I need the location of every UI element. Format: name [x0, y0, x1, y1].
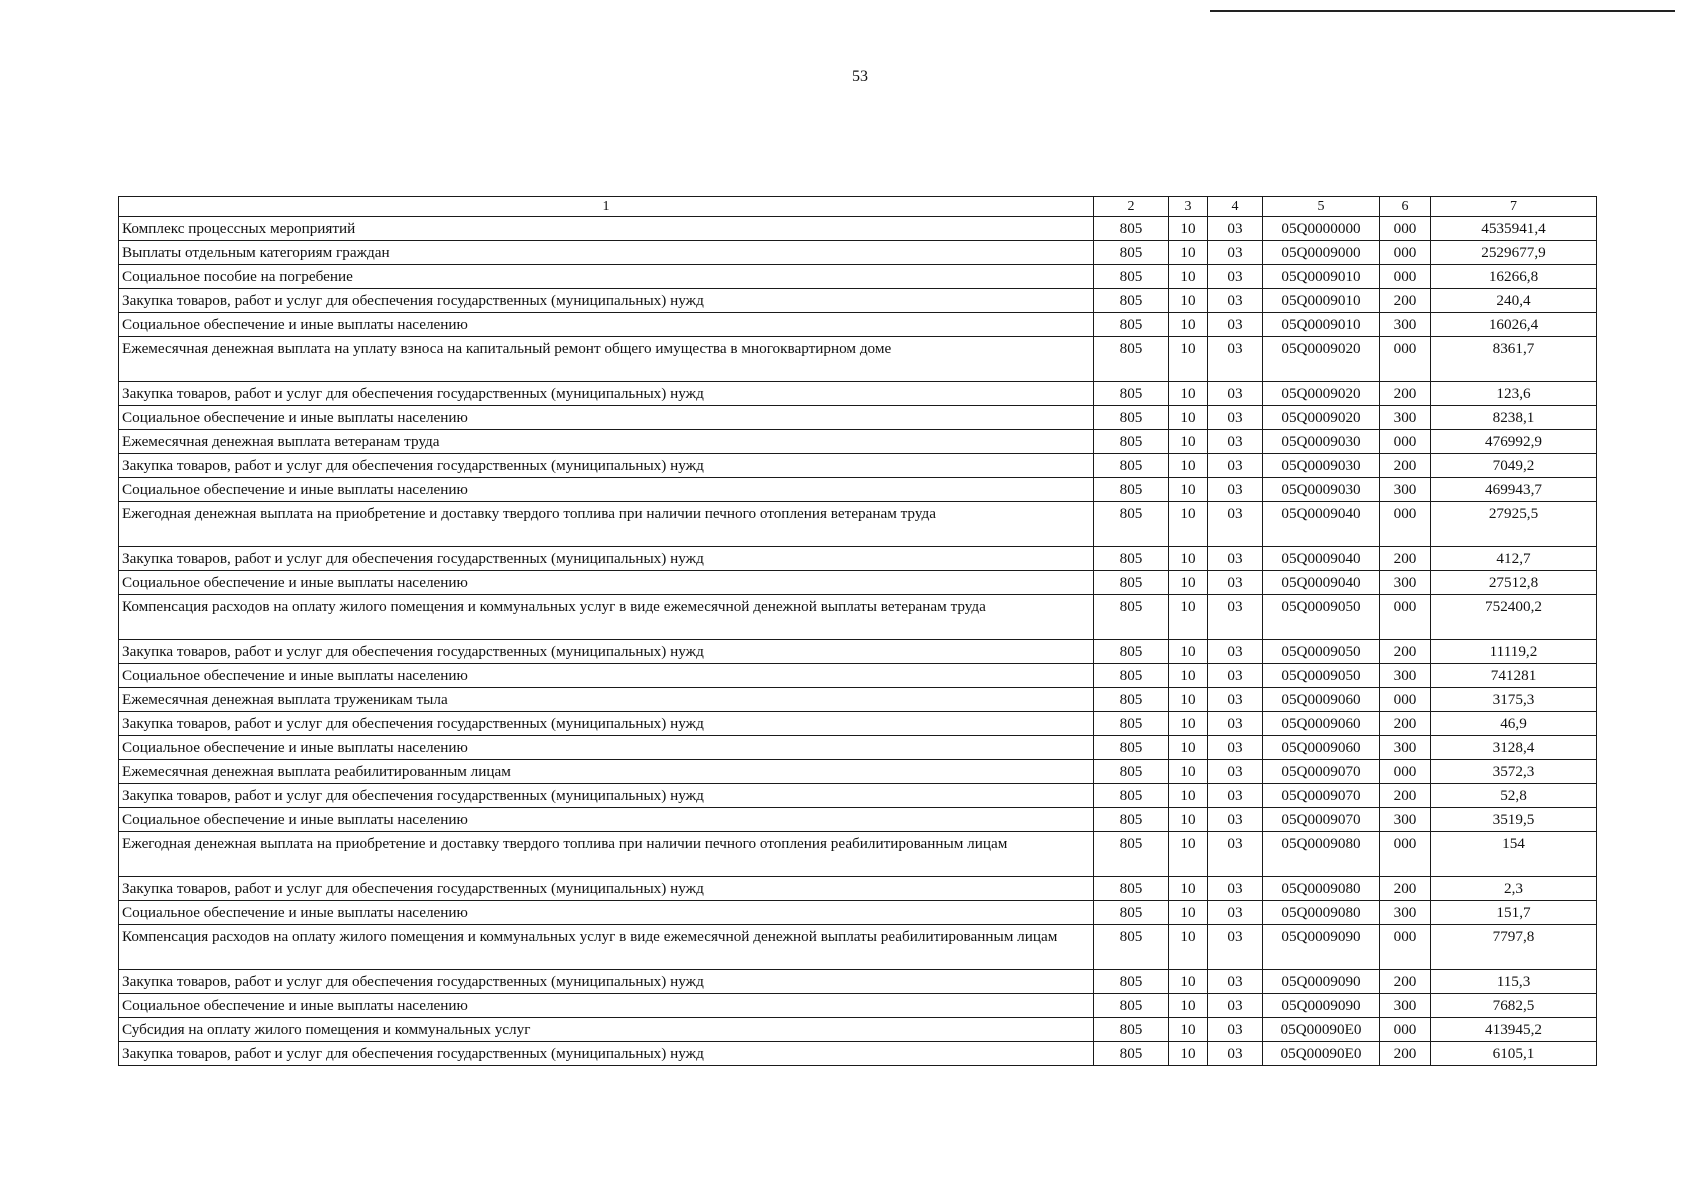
- amount-cell: 469943,7: [1431, 478, 1597, 502]
- table-row: [119, 382, 1597, 406]
- amount-cell: 8238,1: [1431, 406, 1597, 430]
- item-name-cell: Социальное обеспечение и иные выплаты населению: [119, 478, 1094, 502]
- target-article-code-cell: 05Q0009070: [1263, 808, 1380, 832]
- subsection-code-cell: 03: [1208, 289, 1263, 313]
- target-article-code-cell: 05Q0009020: [1263, 337, 1380, 382]
- item-name-cell: Социальное обеспечение и иные выплаты населению: [119, 664, 1094, 688]
- expense-type-code-cell: 300: [1380, 808, 1431, 832]
- ministry-code-cell: 805: [1094, 289, 1169, 313]
- amount-cell: 2529677,9: [1431, 241, 1597, 265]
- table-row: [119, 688, 1597, 712]
- amount-cell: 7049,2: [1431, 454, 1597, 478]
- target-article-code-cell: 05Q0000000: [1263, 217, 1380, 241]
- expense-type-code-cell: 000: [1380, 337, 1431, 382]
- ministry-code-cell: 805: [1094, 784, 1169, 808]
- expense-type-code-cell: 200: [1380, 970, 1431, 994]
- table-row: [119, 337, 1597, 382]
- ministry-code-cell: 805: [1094, 478, 1169, 502]
- table-row: [119, 994, 1597, 1018]
- amount-cell: 240,4: [1431, 289, 1597, 313]
- subsection-code-cell: 03: [1208, 1042, 1263, 1066]
- target-article-code-cell: 05Q0009020: [1263, 406, 1380, 430]
- expense-type-code-cell: 300: [1380, 478, 1431, 502]
- target-article-code-cell: 05Q0009040: [1263, 571, 1380, 595]
- target-article-code-cell: 05Q0009060: [1263, 688, 1380, 712]
- item-name-cell: Закупка товаров, работ и услуг для обеспечения государственных (муниципальных) нужд: [119, 289, 1094, 313]
- amount-cell: 16026,4: [1431, 313, 1597, 337]
- subsection-code-cell: 03: [1208, 688, 1263, 712]
- section-code-cell: 10: [1169, 265, 1208, 289]
- section-code-cell: 10: [1169, 1042, 1208, 1066]
- column-header: 3: [1169, 197, 1208, 217]
- ministry-code-cell: 805: [1094, 595, 1169, 640]
- ministry-code-cell: 805: [1094, 454, 1169, 478]
- expense-type-code-cell: 300: [1380, 736, 1431, 760]
- table-row: [119, 712, 1597, 736]
- item-name-cell: Ежегодная денежная выплата на приобретение и доставку твердого топлива при наличии печного отопления реабилитированным лицам: [119, 832, 1094, 877]
- ministry-code-cell: 805: [1094, 217, 1169, 241]
- top-rule: [1210, 10, 1675, 12]
- section-code-cell: 10: [1169, 925, 1208, 970]
- section-code-cell: 10: [1169, 832, 1208, 877]
- target-article-code-cell: 05Q0009010: [1263, 313, 1380, 337]
- table-row: [119, 877, 1597, 901]
- item-name-cell: Социальное обеспечение и иные выплаты населению: [119, 736, 1094, 760]
- subsection-code-cell: 03: [1208, 784, 1263, 808]
- amount-cell: 752400,2: [1431, 595, 1597, 640]
- ministry-code-cell: 805: [1094, 901, 1169, 925]
- table-row: [119, 760, 1597, 784]
- target-article-code-cell: 05Q0009050: [1263, 595, 1380, 640]
- subsection-code-cell: 03: [1208, 1018, 1263, 1042]
- amount-cell: 6105,1: [1431, 1042, 1597, 1066]
- expense-type-code-cell: 200: [1380, 712, 1431, 736]
- target-article-code-cell: 05Q0009020: [1263, 382, 1380, 406]
- ministry-code-cell: 805: [1094, 571, 1169, 595]
- subsection-code-cell: 03: [1208, 337, 1263, 382]
- expense-type-code-cell: 000: [1380, 832, 1431, 877]
- subsection-code-cell: 03: [1208, 595, 1263, 640]
- expense-type-code-cell: 000: [1380, 688, 1431, 712]
- target-article-code-cell: 05Q00090E0: [1263, 1042, 1380, 1066]
- item-name-cell: Компенсация расходов на оплату жилого помещения и коммунальных услуг в виде ежемесячной денежной выплаты реабилитированным лицам: [119, 925, 1094, 970]
- subsection-code-cell: 03: [1208, 217, 1263, 241]
- subsection-code-cell: 03: [1208, 547, 1263, 571]
- subsection-code-cell: 03: [1208, 430, 1263, 454]
- subsection-code-cell: 03: [1208, 640, 1263, 664]
- table-row: [119, 808, 1597, 832]
- expense-type-code-cell: 200: [1380, 547, 1431, 571]
- amount-cell: 741281: [1431, 664, 1597, 688]
- subsection-code-cell: 03: [1208, 478, 1263, 502]
- subsection-code-cell: 03: [1208, 832, 1263, 877]
- section-code-cell: 10: [1169, 994, 1208, 1018]
- subsection-code-cell: 03: [1208, 406, 1263, 430]
- table-row: [119, 925, 1597, 970]
- expense-type-code-cell: 300: [1380, 571, 1431, 595]
- target-article-code-cell: 05Q0009080: [1263, 877, 1380, 901]
- column-header: 5: [1263, 197, 1380, 217]
- section-code-cell: 10: [1169, 430, 1208, 454]
- ministry-code-cell: 805: [1094, 970, 1169, 994]
- section-code-cell: 10: [1169, 454, 1208, 478]
- table-row: [119, 289, 1597, 313]
- item-name-cell: Социальное обеспечение и иные выплаты населению: [119, 901, 1094, 925]
- table-row: [119, 970, 1597, 994]
- section-code-cell: 10: [1169, 571, 1208, 595]
- target-article-code-cell: 05Q0009060: [1263, 712, 1380, 736]
- expense-type-code-cell: 200: [1380, 382, 1431, 406]
- section-code-cell: 10: [1169, 760, 1208, 784]
- expense-type-code-cell: 000: [1380, 430, 1431, 454]
- expense-type-code-cell: 300: [1380, 994, 1431, 1018]
- item-name-cell: Ежемесячная денежная выплата ветеранам труда: [119, 430, 1094, 454]
- subsection-code-cell: 03: [1208, 664, 1263, 688]
- expense-type-code-cell: 000: [1380, 595, 1431, 640]
- budget-table: [118, 196, 1597, 1066]
- target-article-code-cell: 05Q0009050: [1263, 640, 1380, 664]
- item-name-cell: Социальное обеспечение и иные выплаты населению: [119, 313, 1094, 337]
- item-name-cell: Закупка товаров, работ и услуг для обеспечения государственных (муниципальных) нужд: [119, 970, 1094, 994]
- target-article-code-cell: 05Q0009090: [1263, 925, 1380, 970]
- subsection-code-cell: 03: [1208, 382, 1263, 406]
- column-header: 4: [1208, 197, 1263, 217]
- target-article-code-cell: 05Q0009010: [1263, 289, 1380, 313]
- expense-type-code-cell: 300: [1380, 901, 1431, 925]
- column-header: 1: [119, 197, 1094, 217]
- subsection-code-cell: 03: [1208, 736, 1263, 760]
- ministry-code-cell: 805: [1094, 1042, 1169, 1066]
- ministry-code-cell: 805: [1094, 760, 1169, 784]
- table-row: [119, 571, 1597, 595]
- ministry-code-cell: 805: [1094, 313, 1169, 337]
- target-article-code-cell: 05Q0009030: [1263, 454, 1380, 478]
- section-code-cell: 10: [1169, 688, 1208, 712]
- item-name-cell: Закупка товаров, работ и услуг для обеспечения государственных (муниципальных) нужд: [119, 784, 1094, 808]
- item-name-cell: Ежемесячная денежная выплата на уплату взноса на капитальный ремонт общего имущества в многоквартирном доме: [119, 337, 1094, 382]
- subsection-code-cell: 03: [1208, 571, 1263, 595]
- amount-cell: 115,3: [1431, 970, 1597, 994]
- amount-cell: 27512,8: [1431, 571, 1597, 595]
- target-article-code-cell: 05Q00090E0: [1263, 1018, 1380, 1042]
- ministry-code-cell: 805: [1094, 712, 1169, 736]
- ministry-code-cell: 805: [1094, 430, 1169, 454]
- expense-type-code-cell: 000: [1380, 502, 1431, 547]
- item-name-cell: Социальное обеспечение и иные выплаты населению: [119, 994, 1094, 1018]
- item-name-cell: Закупка товаров, работ и услуг для обеспечения государственных (муниципальных) нужд: [119, 382, 1094, 406]
- amount-cell: 151,7: [1431, 901, 1597, 925]
- subsection-code-cell: 03: [1208, 265, 1263, 289]
- amount-cell: 7797,8: [1431, 925, 1597, 970]
- target-article-code-cell: 05Q0009080: [1263, 832, 1380, 877]
- ministry-code-cell: 805: [1094, 406, 1169, 430]
- subsection-code-cell: 03: [1208, 901, 1263, 925]
- expense-type-code-cell: 300: [1380, 313, 1431, 337]
- section-code-cell: 10: [1169, 337, 1208, 382]
- subsection-code-cell: 03: [1208, 877, 1263, 901]
- section-code-cell: 10: [1169, 640, 1208, 664]
- section-code-cell: 10: [1169, 406, 1208, 430]
- expense-type-code-cell: 000: [1380, 925, 1431, 970]
- ministry-code-cell: 805: [1094, 925, 1169, 970]
- target-article-code-cell: 05Q0009040: [1263, 547, 1380, 571]
- target-article-code-cell: 05Q0009090: [1263, 994, 1380, 1018]
- subsection-code-cell: 03: [1208, 994, 1263, 1018]
- target-article-code-cell: 05Q0009070: [1263, 784, 1380, 808]
- item-name-cell: Ежегодная денежная выплата на приобретение и доставку твердого топлива при наличии печного отопления ветеранам труда: [119, 502, 1094, 547]
- ministry-code-cell: 805: [1094, 994, 1169, 1018]
- target-article-code-cell: 05Q0009030: [1263, 430, 1380, 454]
- subsection-code-cell: 03: [1208, 808, 1263, 832]
- ministry-code-cell: 805: [1094, 502, 1169, 547]
- item-name-cell: Социальное пособие на погребение: [119, 265, 1094, 289]
- item-name-cell: Социальное обеспечение и иные выплаты населению: [119, 406, 1094, 430]
- table-row: [119, 502, 1597, 547]
- ministry-code-cell: 805: [1094, 664, 1169, 688]
- ministry-code-cell: 805: [1094, 877, 1169, 901]
- section-code-cell: 10: [1169, 241, 1208, 265]
- amount-cell: 3519,5: [1431, 808, 1597, 832]
- ministry-code-cell: 805: [1094, 337, 1169, 382]
- column-header: 7: [1431, 197, 1597, 217]
- subsection-code-cell: 03: [1208, 313, 1263, 337]
- expense-type-code-cell: 200: [1380, 454, 1431, 478]
- target-article-code-cell: 05Q0009040: [1263, 502, 1380, 547]
- table-body: [119, 217, 1597, 1066]
- ministry-code-cell: 805: [1094, 547, 1169, 571]
- subsection-code-cell: 03: [1208, 925, 1263, 970]
- section-code-cell: 10: [1169, 313, 1208, 337]
- table-row: [119, 736, 1597, 760]
- amount-cell: 476992,9: [1431, 430, 1597, 454]
- section-code-cell: 10: [1169, 877, 1208, 901]
- section-code-cell: 10: [1169, 289, 1208, 313]
- item-name-cell: Закупка товаров, работ и услуг для обеспечения государственных (муниципальных) нужд: [119, 547, 1094, 571]
- ministry-code-cell: 805: [1094, 382, 1169, 406]
- section-code-cell: 10: [1169, 664, 1208, 688]
- table-header: [119, 197, 1597, 217]
- section-code-cell: 10: [1169, 736, 1208, 760]
- section-code-cell: 10: [1169, 901, 1208, 925]
- expense-type-code-cell: 300: [1380, 664, 1431, 688]
- table-row: [119, 901, 1597, 925]
- ministry-code-cell: 805: [1094, 808, 1169, 832]
- table-row: [119, 640, 1597, 664]
- expense-type-code-cell: 000: [1380, 217, 1431, 241]
- expense-type-code-cell: 200: [1380, 1042, 1431, 1066]
- target-article-code-cell: 05Q0009090: [1263, 970, 1380, 994]
- section-code-cell: 10: [1169, 595, 1208, 640]
- section-code-cell: 10: [1169, 217, 1208, 241]
- amount-cell: 8361,7: [1431, 337, 1597, 382]
- subsection-code-cell: 03: [1208, 760, 1263, 784]
- target-article-code-cell: 05Q0009000: [1263, 241, 1380, 265]
- target-article-code-cell: 05Q0009050: [1263, 664, 1380, 688]
- subsection-code-cell: 03: [1208, 241, 1263, 265]
- page-number: 53: [852, 68, 868, 85]
- table-row: [119, 241, 1597, 265]
- amount-cell: 413945,2: [1431, 1018, 1597, 1042]
- ministry-code-cell: 805: [1094, 640, 1169, 664]
- section-code-cell: 10: [1169, 712, 1208, 736]
- section-code-cell: 10: [1169, 502, 1208, 547]
- subsection-code-cell: 03: [1208, 970, 1263, 994]
- table-row: [119, 595, 1597, 640]
- table-row: [119, 664, 1597, 688]
- table-row: [119, 265, 1597, 289]
- expense-type-code-cell: 200: [1380, 640, 1431, 664]
- target-article-code-cell: 05Q0009030: [1263, 478, 1380, 502]
- amount-cell: 3128,4: [1431, 736, 1597, 760]
- column-header: 6: [1380, 197, 1431, 217]
- table-row: [119, 406, 1597, 430]
- subsection-code-cell: 03: [1208, 454, 1263, 478]
- subsection-code-cell: 03: [1208, 712, 1263, 736]
- amount-cell: 11119,2: [1431, 640, 1597, 664]
- item-name-cell: Закупка товаров, работ и услуг для обеспечения государственных (муниципальных) нужд: [119, 640, 1094, 664]
- item-name-cell: Ежемесячная денежная выплата труженикам тыла: [119, 688, 1094, 712]
- expense-type-code-cell: 000: [1380, 1018, 1431, 1042]
- expense-type-code-cell: 000: [1380, 760, 1431, 784]
- ministry-code-cell: 805: [1094, 265, 1169, 289]
- amount-cell: 3175,3: [1431, 688, 1597, 712]
- ministry-code-cell: 805: [1094, 832, 1169, 877]
- item-name-cell: Комплекс процессных мероприятий: [119, 217, 1094, 241]
- table-row: [119, 832, 1597, 877]
- section-code-cell: 10: [1169, 547, 1208, 571]
- table-row: [119, 454, 1597, 478]
- section-code-cell: 10: [1169, 1018, 1208, 1042]
- amount-cell: 52,8: [1431, 784, 1597, 808]
- amount-cell: 2,3: [1431, 877, 1597, 901]
- expense-type-code-cell: 200: [1380, 877, 1431, 901]
- expense-type-code-cell: 200: [1380, 289, 1431, 313]
- subsection-code-cell: 03: [1208, 502, 1263, 547]
- target-article-code-cell: 05Q0009080: [1263, 901, 1380, 925]
- section-code-cell: 10: [1169, 478, 1208, 502]
- header-row: [119, 197, 1597, 217]
- item-name-cell: Закупка товаров, работ и услуг для обеспечения государственных (муниципальных) нужд: [119, 877, 1094, 901]
- item-name-cell: Ежемесячная денежная выплата реабилитированным лицам: [119, 760, 1094, 784]
- table-row: [119, 547, 1597, 571]
- table-row: [119, 313, 1597, 337]
- item-name-cell: Закупка товаров, работ и услуг для обеспечения государственных (муниципальных) нужд: [119, 1042, 1094, 1066]
- section-code-cell: 10: [1169, 784, 1208, 808]
- table-row: [119, 1018, 1597, 1042]
- table-row: [119, 217, 1597, 241]
- expense-type-code-cell: 200: [1380, 784, 1431, 808]
- target-article-code-cell: 05Q0009060: [1263, 736, 1380, 760]
- amount-cell: 4535941,4: [1431, 217, 1597, 241]
- ministry-code-cell: 805: [1094, 736, 1169, 760]
- column-header: 2: [1094, 197, 1169, 217]
- amount-cell: 3572,3: [1431, 760, 1597, 784]
- item-name-cell: Социальное обеспечение и иные выплаты населению: [119, 808, 1094, 832]
- target-article-code-cell: 05Q0009010: [1263, 265, 1380, 289]
- item-name-cell: Субсидия на оплату жилого помещения и коммунальных услуг: [119, 1018, 1094, 1042]
- amount-cell: 123,6: [1431, 382, 1597, 406]
- amount-cell: 154: [1431, 832, 1597, 877]
- ministry-code-cell: 805: [1094, 241, 1169, 265]
- item-name-cell: Социальное обеспечение и иные выплаты населению: [119, 571, 1094, 595]
- ministry-code-cell: 805: [1094, 688, 1169, 712]
- ministry-code-cell: 805: [1094, 1018, 1169, 1042]
- item-name-cell: Закупка товаров, работ и услуг для обеспечения государственных (муниципальных) нужд: [119, 712, 1094, 736]
- section-code-cell: 10: [1169, 808, 1208, 832]
- amount-cell: 46,9: [1431, 712, 1597, 736]
- amount-cell: 7682,5: [1431, 994, 1597, 1018]
- table-row: [119, 430, 1597, 454]
- amount-cell: 16266,8: [1431, 265, 1597, 289]
- item-name-cell: Закупка товаров, работ и услуг для обеспечения государственных (муниципальных) нужд: [119, 454, 1094, 478]
- item-name-cell: Компенсация расходов на оплату жилого помещения и коммунальных услуг в виде ежемесячной денежной выплаты ветеранам труда: [119, 595, 1094, 640]
- item-name-cell: Выплаты отдельным категориям граждан: [119, 241, 1094, 265]
- expense-type-code-cell: 000: [1380, 265, 1431, 289]
- table-row: [119, 784, 1597, 808]
- expense-type-code-cell: 300: [1380, 406, 1431, 430]
- section-code-cell: 10: [1169, 382, 1208, 406]
- table-row: [119, 478, 1597, 502]
- section-code-cell: 10: [1169, 970, 1208, 994]
- target-article-code-cell: 05Q0009070: [1263, 760, 1380, 784]
- amount-cell: 27925,5: [1431, 502, 1597, 547]
- amount-cell: 412,7: [1431, 547, 1597, 571]
- table-row: [119, 1042, 1597, 1066]
- expense-type-code-cell: 000: [1380, 241, 1431, 265]
